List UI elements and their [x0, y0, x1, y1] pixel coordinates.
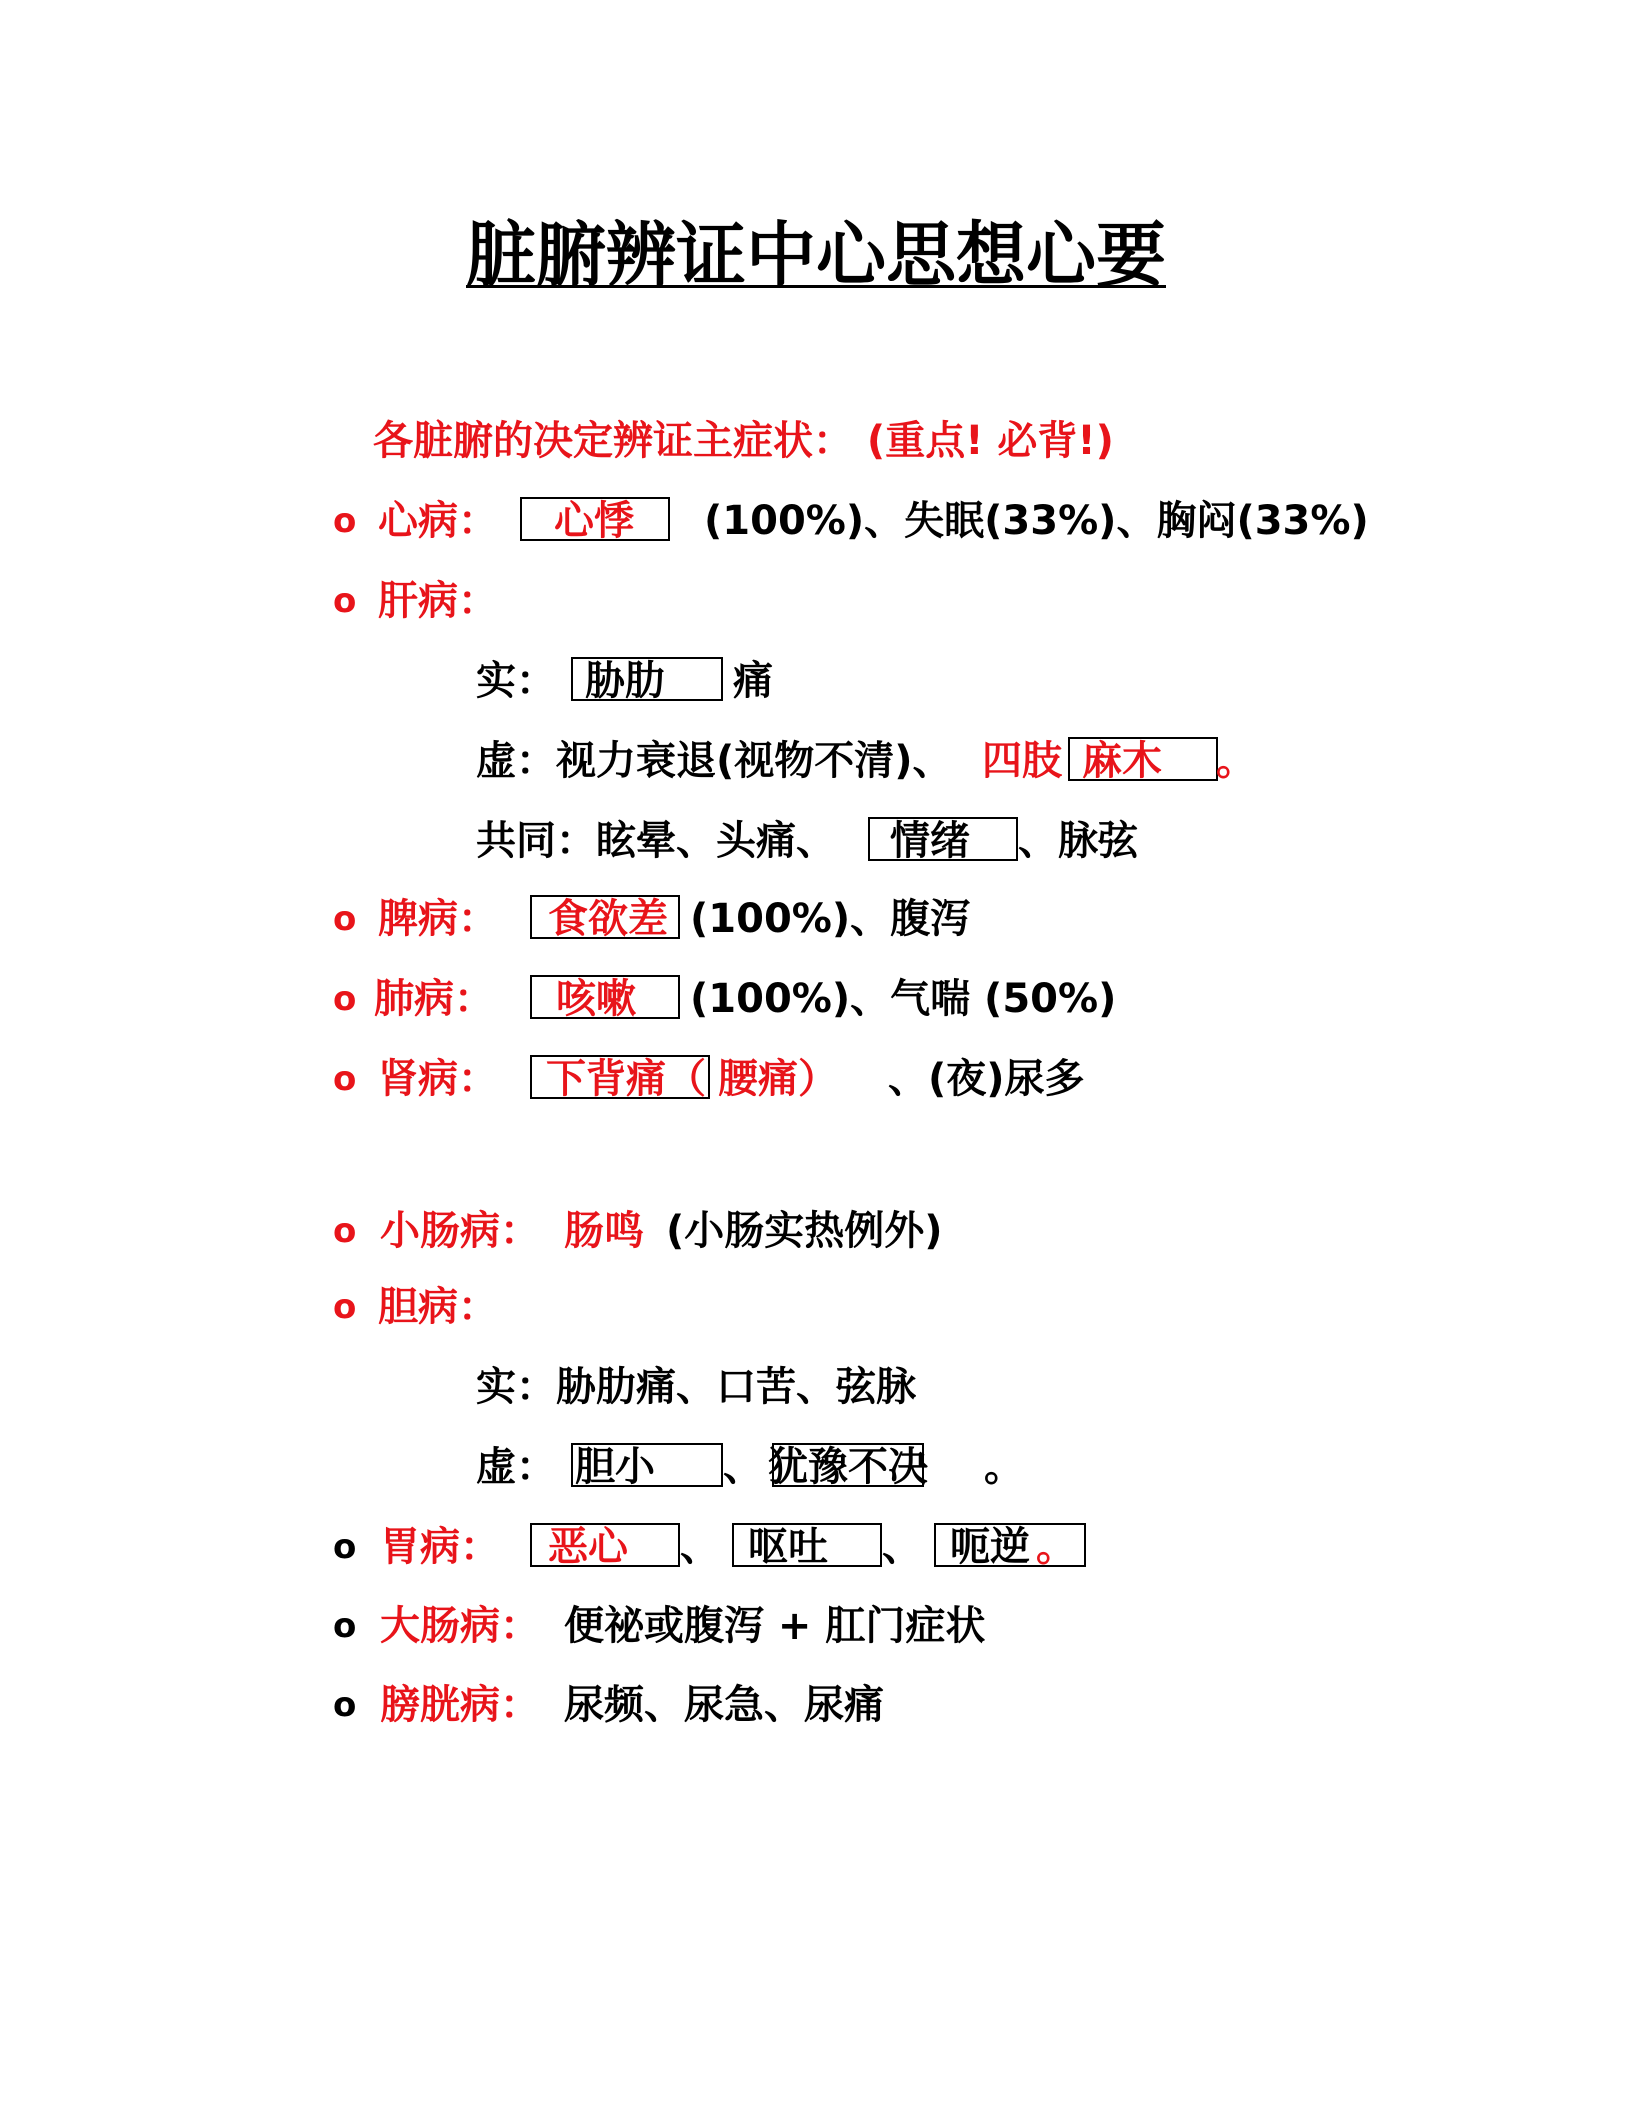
stomach-label: 胃病： [380, 1524, 500, 1570]
liver-xu-box-text: 麻木 [1082, 738, 1162, 784]
heart-label: 心病： [378, 498, 498, 544]
row-liver-xu [0, 733, 1632, 789]
row-liver-shi [0, 653, 1632, 709]
stomach-box2-text: 呕吐 [748, 1524, 828, 1570]
small-intestine-red-value: 肠鸣 [564, 1208, 644, 1254]
stomach-box3-text: 呃逆 [950, 1524, 1030, 1570]
bullet-small-intestine: o [333, 1211, 357, 1251]
liver-shi-box-text: 胁肋 [585, 658, 665, 704]
lung-box-text: 咳嗽 [556, 976, 636, 1022]
row-bladder [0, 1677, 1632, 1733]
gallbladder-xu-box1-text: 胆小 [575, 1444, 655, 1490]
lung-box [530, 975, 680, 1022]
page-title-text: 脏腑辨证中心思想心要 [466, 214, 1166, 296]
row-liver-common [0, 813, 1632, 869]
stomach-box2 [732, 1523, 882, 1570]
subtitle: 各脏腑的决定辨证主症状： (重点! 必背!) [373, 418, 1114, 464]
stomach-box1-text: 恶心 [548, 1524, 628, 1570]
row-gallbladder-xu [0, 1439, 1632, 1495]
bullet-bladder: o [333, 1685, 357, 1725]
gallbladder-xu-box2-text: 犹豫不决 [768, 1444, 928, 1490]
gallbladder-xu-box1 [571, 1443, 723, 1490]
small-intestine-rest: (小肠实热例外) [666, 1208, 943, 1254]
bullet-lung: o [333, 979, 357, 1019]
gallbladder-shi: 实：胁肋痛、口苦、弦脉 [476, 1364, 916, 1410]
gallbladder-xu-sep: 、 [723, 1444, 763, 1490]
liver-xu-end: 。 [1216, 738, 1256, 784]
spleen-box-text: 食欲差 [548, 896, 668, 942]
row-large-intestine [0, 1598, 1632, 1654]
page-title [0, 210, 1632, 300]
gallbladder-label: 胆病： [378, 1284, 498, 1330]
liver-label: 肝病： [378, 578, 498, 624]
bladder-label: 膀胱病： [380, 1682, 540, 1728]
liver-xu-red: 四肢 [982, 738, 1062, 784]
bladder-rest: 尿频、尿急、尿痛 [564, 1682, 884, 1728]
kidney-box [530, 1055, 710, 1102]
liver-xu-label: 虚：视力衰退(视物不清)、 [476, 738, 953, 784]
bullet-liver: o [333, 581, 357, 621]
kidney-box-tail: 腰痛） [718, 1056, 838, 1102]
gallbladder-xu-box2 [768, 1443, 928, 1490]
liver-xu-box [1068, 737, 1218, 784]
gallbladder-xu-end: 。 [984, 1444, 1024, 1490]
small-intestine-label: 小肠病： [380, 1208, 540, 1254]
row-kidney [0, 1051, 1632, 1107]
row-spleen [0, 891, 1632, 947]
lung-label: 肺病： [374, 976, 494, 1022]
liver-common-box-text: 情绪 [890, 818, 970, 864]
spleen-label: 脾病： [378, 896, 498, 942]
liver-common-label: 共同：眩晕、头痛、 [476, 818, 836, 864]
heart-box-text: 心悸 [554, 498, 634, 544]
bullet-kidney: o [333, 1059, 357, 1099]
kidney-rest: 、(夜)尿多 [888, 1056, 1085, 1102]
spleen-box [530, 895, 680, 942]
heart-rest: (100%)、失眠(33%)、胸闷(33%) [704, 498, 1369, 544]
heart-box [520, 497, 670, 544]
stomach-sep2: 、 [882, 1524, 922, 1570]
row-heart [0, 493, 1632, 549]
bullet-heart: o [333, 501, 357, 541]
bullet-stomach: o [333, 1527, 357, 1567]
kidney-box-text: 下背痛（ [546, 1056, 706, 1102]
spleen-rest: (100%)、腹泻 [690, 896, 971, 942]
row-lung [0, 971, 1632, 1027]
gallbladder-xu-label: 虚： [476, 1444, 556, 1490]
liver-shi-label: 实： [476, 658, 556, 704]
stomach-box1 [530, 1523, 680, 1570]
large-intestine-rest: 便祕或腹泻 + 肛门症状 [564, 1603, 986, 1649]
liver-shi-rest: 痛 [733, 658, 773, 704]
bullet-gallbladder: o [333, 1287, 357, 1327]
liver-shi-box [571, 657, 723, 704]
bullet-large-intestine: o [333, 1606, 357, 1646]
liver-common-box [868, 817, 1018, 864]
row-stomach [0, 1519, 1632, 1575]
large-intestine-label: 大肠病： [380, 1603, 540, 1649]
stomach-sep1: 、 [680, 1524, 720, 1570]
stomach-end: 。 [1036, 1524, 1076, 1570]
bullet-spleen: o [333, 899, 357, 939]
row-small-intestine [0, 1203, 1632, 1259]
liver-common-rest: 、脉弦 [1018, 818, 1138, 864]
kidney-label: 肾病： [378, 1056, 498, 1102]
lung-rest: (100%)、气喘 (50%) [690, 976, 1117, 1022]
